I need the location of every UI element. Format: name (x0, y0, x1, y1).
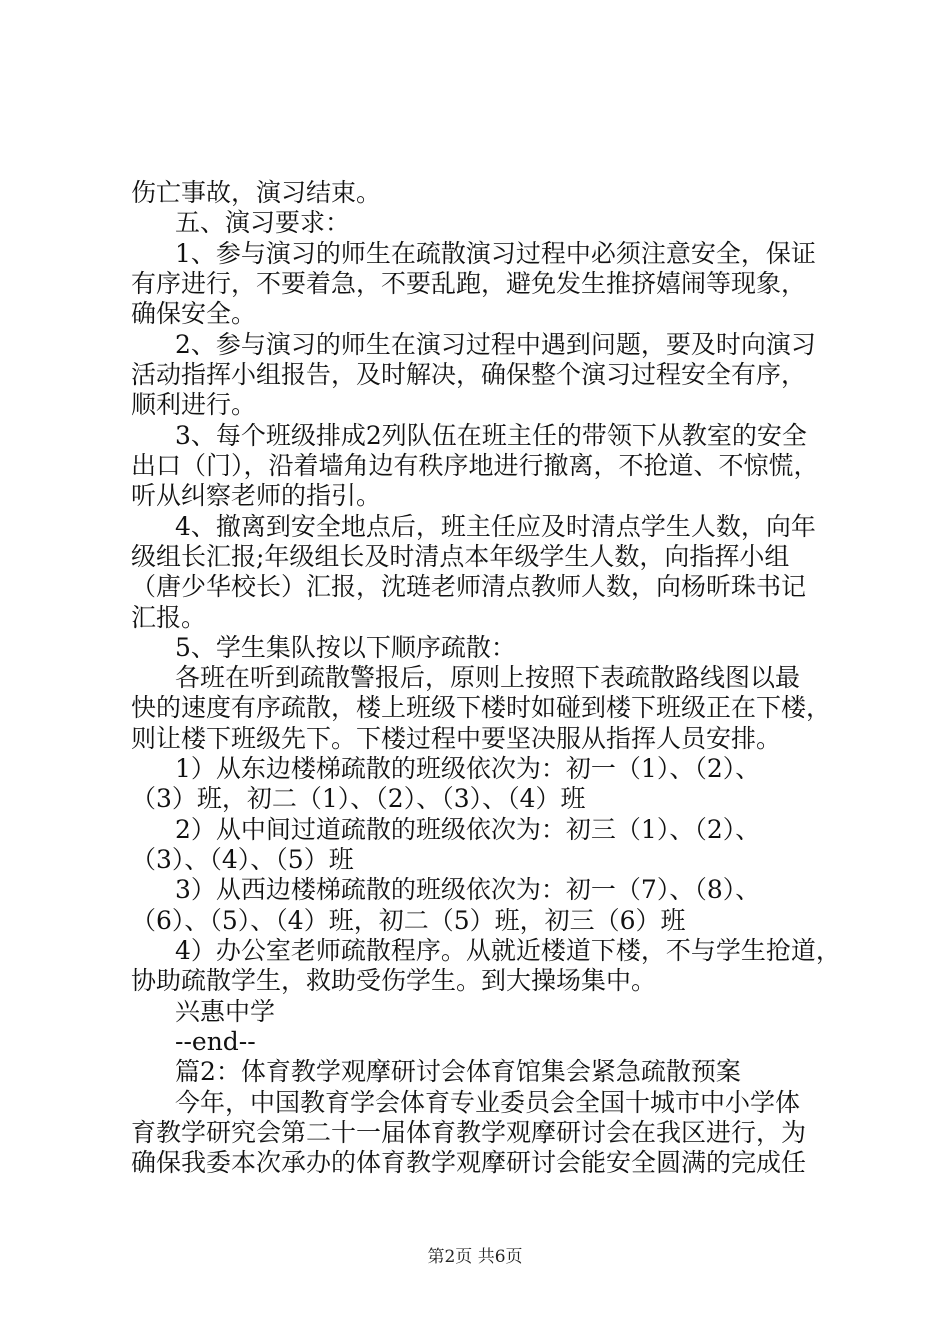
text-line: 3、每个班级排成2列队伍在班主任的带领下从教室的安全 (175, 421, 807, 450)
text-line: 育教学研究会第二十一届体育教学观摩研讨会在我区进行，为 (131, 1118, 807, 1147)
text-line: 活动指挥小组报告，及时解决，确保整个演习过程安全有序， (131, 360, 807, 389)
text-line: 今年，中国教育学会体育专业委员会全国十城市中小学体 (175, 1088, 801, 1117)
text-line: 1、参与演习的师生在疏散演习过程中必须注意安全，保证 (175, 239, 816, 268)
text-line: 1）从东边楼梯疏散的班级依次为：初一（1）、（2）、 (175, 754, 761, 783)
text-line: 出口（门），沿着墙角边有秩序地进行撤离，不抢道、不惊慌， (131, 451, 819, 480)
page-number: 第2页 共6页 (427, 1247, 523, 1267)
text-line: 2）从中间过道疏散的班级依次为：初三（1）、（2）、 (175, 815, 761, 844)
text-line: 则让楼下班级先下。下楼过程中要坚决服从指挥人员安排。 (131, 724, 782, 753)
signature-line: 兴惠中学 (175, 997, 276, 1026)
text-line: 确保我委本次承办的体育教学观摩研讨会能安全圆满的完成任 (131, 1148, 807, 1177)
text-line: （唐少华校长）汇报，沈琏老师清点教师人数，向杨昕珠书记 (131, 572, 807, 601)
text-line: （3）班，初二（1）、（2）、（3）、（4）班 (131, 784, 586, 813)
text-line: 听从纠察老师的指引。 (131, 481, 382, 510)
text-line: 各班在听到疏散警报后，原则上按照下表疏散路线图以最 (175, 663, 801, 692)
text-line: 2、参与演习的师生在演习过程中遇到问题，要及时向演习 (175, 330, 816, 359)
section-title: 篇2：体育教学观摩研讨会体育馆集会紧急疏散预案 (175, 1057, 741, 1086)
text-line: （6）、（5）、（4）班，初二（5）班，初三（6）班 (131, 906, 686, 935)
text-line: （3）、（4）、（5）班 (131, 845, 354, 874)
text-line: 有序进行，不要着急，不要乱跑，避免发生推挤嬉闹等现象， (131, 269, 807, 298)
end-marker: --end-- (175, 1027, 256, 1056)
text-line: 伤亡事故，演习结束。 (131, 178, 382, 207)
text-line: 确保安全。 (131, 299, 257, 328)
text-line: 级组长汇报;年级组长及时清点本年级学生人数，向指挥小组 (131, 542, 790, 571)
text-line: 协助疏散学生，救助受伤学生。到大操场集中。 (131, 966, 657, 995)
text-line: 3）从西边楼梯疏散的班级依次为：初一（7）、（8）、 (175, 875, 761, 904)
text-line: 顺利进行。 (131, 390, 257, 419)
text-line: 汇报。 (131, 603, 207, 632)
text-line: 4）办公室老师疏散程序。从就近楼道下楼，不与学生抢道， (175, 936, 841, 965)
text-line: 4、撤离到安全地点后，班主任应及时清点学生人数，向年 (175, 512, 816, 541)
text-line: 快的速度有序疏散，楼上班级下楼时如碰到楼下班级正在下楼， (131, 693, 831, 722)
section-heading: 五、演习要求： (175, 208, 351, 237)
text-line: 5、学生集队按以下顺序疏散： (175, 633, 516, 662)
